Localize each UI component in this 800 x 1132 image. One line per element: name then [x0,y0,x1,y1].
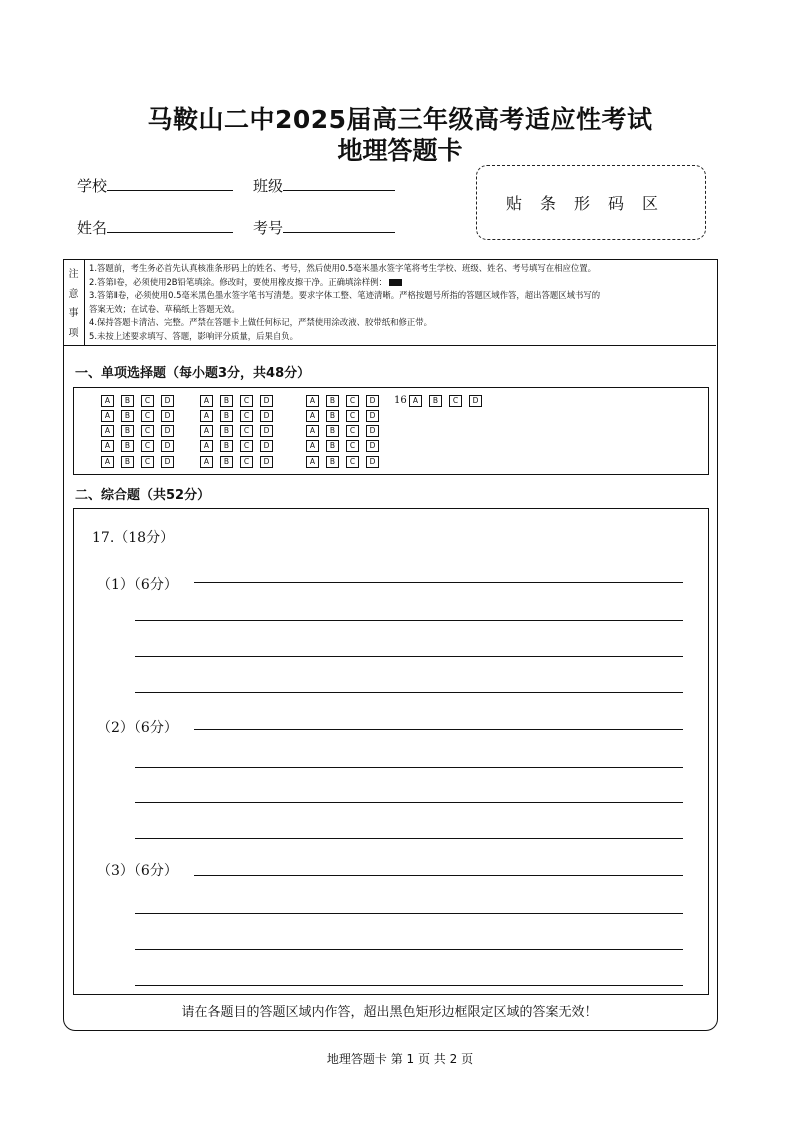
option-bubble-c[interactable]: C [141,440,154,452]
exam-no-field[interactable] [253,217,395,238]
option-bubble-a[interactable]: A [101,425,114,437]
class-field[interactable] [253,175,395,196]
section1-title: 一、单项选择题（每小题3分，共48分） [75,366,311,381]
option-bubble-c[interactable]: C [240,456,253,468]
class-underline[interactable] [283,176,395,191]
option-bubble-c[interactable]: C [240,440,253,452]
option-bubble-b[interactable]: B [220,425,233,437]
option-bubble-a[interactable]: A [101,440,114,452]
option-bubble-a[interactable]: A [306,425,319,437]
option-bubble-a[interactable]: A [200,410,213,422]
option-bubble-b[interactable]: B [121,395,134,407]
notes-label-char: 意 [68,288,79,300]
option-bubble-b[interactable]: B [220,395,233,407]
subquestion-2-label: （2）（6分） [97,720,178,736]
answer-line[interactable] [194,875,683,876]
note-line: 答案无效；在试卷、草稿纸上答题无效。 [89,303,240,314]
note-line-text: 2.答第Ⅰ卷，必须使用2B铅笔填涂。修改时，要使用橡皮擦干净。正确填涂样例： [89,276,387,287]
filled-sample-icon [389,279,402,286]
option-bubble-a[interactable]: A [200,456,213,468]
option-bubble-c[interactable]: C [141,395,154,407]
option-bubble-a[interactable]: A [306,440,319,452]
option-bubble-c[interactable]: C [346,410,359,422]
option-bubble-c[interactable]: C [141,456,154,468]
option-bubble-a[interactable]: A [306,456,319,468]
option-bubble-b[interactable]: B [326,456,339,468]
question-number-16: 16 [394,395,407,406]
note-line: 5.未按上述要求填写、答题，影响评分质量，后果自负。 [89,330,298,341]
option-bubble-b[interactable]: B [121,440,134,452]
answer-line[interactable] [135,767,683,768]
class-label: 班级 [253,177,284,195]
option-bubble-d[interactable]: D [469,395,482,407]
option-bubble-b[interactable]: B [220,456,233,468]
answer-line[interactable] [135,985,683,986]
note-line: 3.答第Ⅱ卷，必须使用0.5毫米黑色墨水签字笔书写清楚。要求字体工整、笔迹清晰。严格按题号所指的答题区域作答，超出答题区域书写的 [89,290,601,300]
option-bubble-c[interactable]: C [240,395,253,407]
subquestion-3-label: （3）（6分） [97,863,178,879]
option-bubble-c[interactable]: C [449,395,462,407]
barcode-area: 贴条形码区 [476,165,706,240]
option-bubble-c[interactable]: C [141,410,154,422]
option-bubble-a[interactable]: A [306,395,319,407]
page-subtitle: 地理答题卡 [337,136,463,165]
note-line: 4.保持答题卡清洁、完整。严禁在答题卡上做任何标记，严禁使用涂改液、胶带纸和修正带。 [89,317,432,327]
option-bubble-b[interactable]: B [326,410,339,422]
option-bubble-d[interactable]: D [161,425,174,437]
note-line: 1.答题前，考生务必首先认真核准条形码上的姓名、考号，然后使用0.5毫米墨水签字笔将考生学校、班级、姓名、考号填写在相应位置。 [89,263,597,273]
boundary-warning: 请在各题目的答题区域内作答，超出黑色矩形边框限定区域的答案无效！ [181,1005,598,1020]
name-field[interactable] [77,217,233,238]
option-bubble-d[interactable]: D [366,410,379,422]
option-bubble-b[interactable]: B [326,425,339,437]
question-17-heading: 17.（18分） [92,530,175,546]
subquestion-1-label: （1）（6分） [97,577,178,593]
answer-line[interactable] [135,620,683,621]
option-bubble-b[interactable]: B [220,410,233,422]
option-bubble-a[interactable]: A [101,395,114,407]
notes-label-char: 事 [68,308,79,320]
option-bubble-d[interactable]: D [366,456,379,468]
option-bubble-b[interactable]: B [121,456,134,468]
school-underline[interactable] [107,176,233,191]
answer-line[interactable] [135,692,683,693]
option-bubble-d[interactable]: D [260,395,273,407]
exam-no-label: 考号 [253,219,284,237]
option-bubble-d[interactable]: D [366,440,379,452]
option-bubble-c[interactable]: C [346,440,359,452]
option-bubble-d[interactable]: D [260,410,273,422]
option-bubble-a[interactable]: A [200,425,213,437]
option-bubble-b[interactable]: B [220,440,233,452]
option-bubble-a[interactable]: A [306,410,319,422]
notes-text [89,262,709,343]
option-bubble-d[interactable]: D [260,456,273,468]
page-title: 马鞍山二中2025届高三年级高考适应性考试 [147,105,653,134]
option-bubble-c[interactable]: C [346,456,359,468]
option-bubble-c[interactable]: C [346,395,359,407]
answer-line[interactable] [135,913,683,914]
name-underline[interactable] [107,218,233,233]
notes-label-char: 项 [68,327,79,339]
option-bubble-b[interactable]: B [121,425,134,437]
option-bubble-a[interactable]: A [409,395,422,407]
answer-line[interactable] [135,656,683,657]
option-bubble-a[interactable]: A [101,456,114,468]
notes-label [63,259,85,345]
option-bubble-d[interactable]: D [366,425,379,437]
section2-title: 二、综合题（共52分） [75,488,211,503]
option-bubble-b[interactable]: B [326,440,339,452]
option-bubble-b[interactable]: B [429,395,442,407]
answer-line[interactable] [194,729,683,730]
option-bubble-b[interactable]: B [121,410,134,422]
option-bubble-c[interactable]: C [240,410,253,422]
option-bubble-a[interactable]: A [200,440,213,452]
option-bubble-d[interactable]: D [161,456,174,468]
option-bubble-d[interactable]: D [161,440,174,452]
option-bubble-c[interactable]: C [346,425,359,437]
option-bubble-a[interactable]: A [101,410,114,422]
option-bubble-c[interactable]: C [240,425,253,437]
option-bubble-b[interactable]: B [326,395,339,407]
notes-label-char: 注 [68,269,79,281]
school-field[interactable] [77,175,233,196]
note-line [89,276,709,290]
answer-line[interactable] [135,802,683,803]
option-bubble-d[interactable]: D [161,410,174,422]
option-bubble-d[interactable]: D [260,440,273,452]
option-bubble-a[interactable]: A [200,395,213,407]
answer-line[interactable] [194,582,683,583]
answer-line[interactable] [135,838,683,839]
exam-no-underline[interactable] [283,218,395,233]
option-bubble-d[interactable]: D [366,395,379,407]
option-bubble-d[interactable]: D [260,425,273,437]
name-label: 姓名 [77,219,108,237]
page-footer: 地理答题卡 第 1 页 共 2 页 [326,1052,474,1066]
option-bubble-d[interactable]: D [161,395,174,407]
option-bubble-c[interactable]: C [141,425,154,437]
school-label: 学校 [77,177,108,195]
answer-line[interactable] [135,949,683,950]
